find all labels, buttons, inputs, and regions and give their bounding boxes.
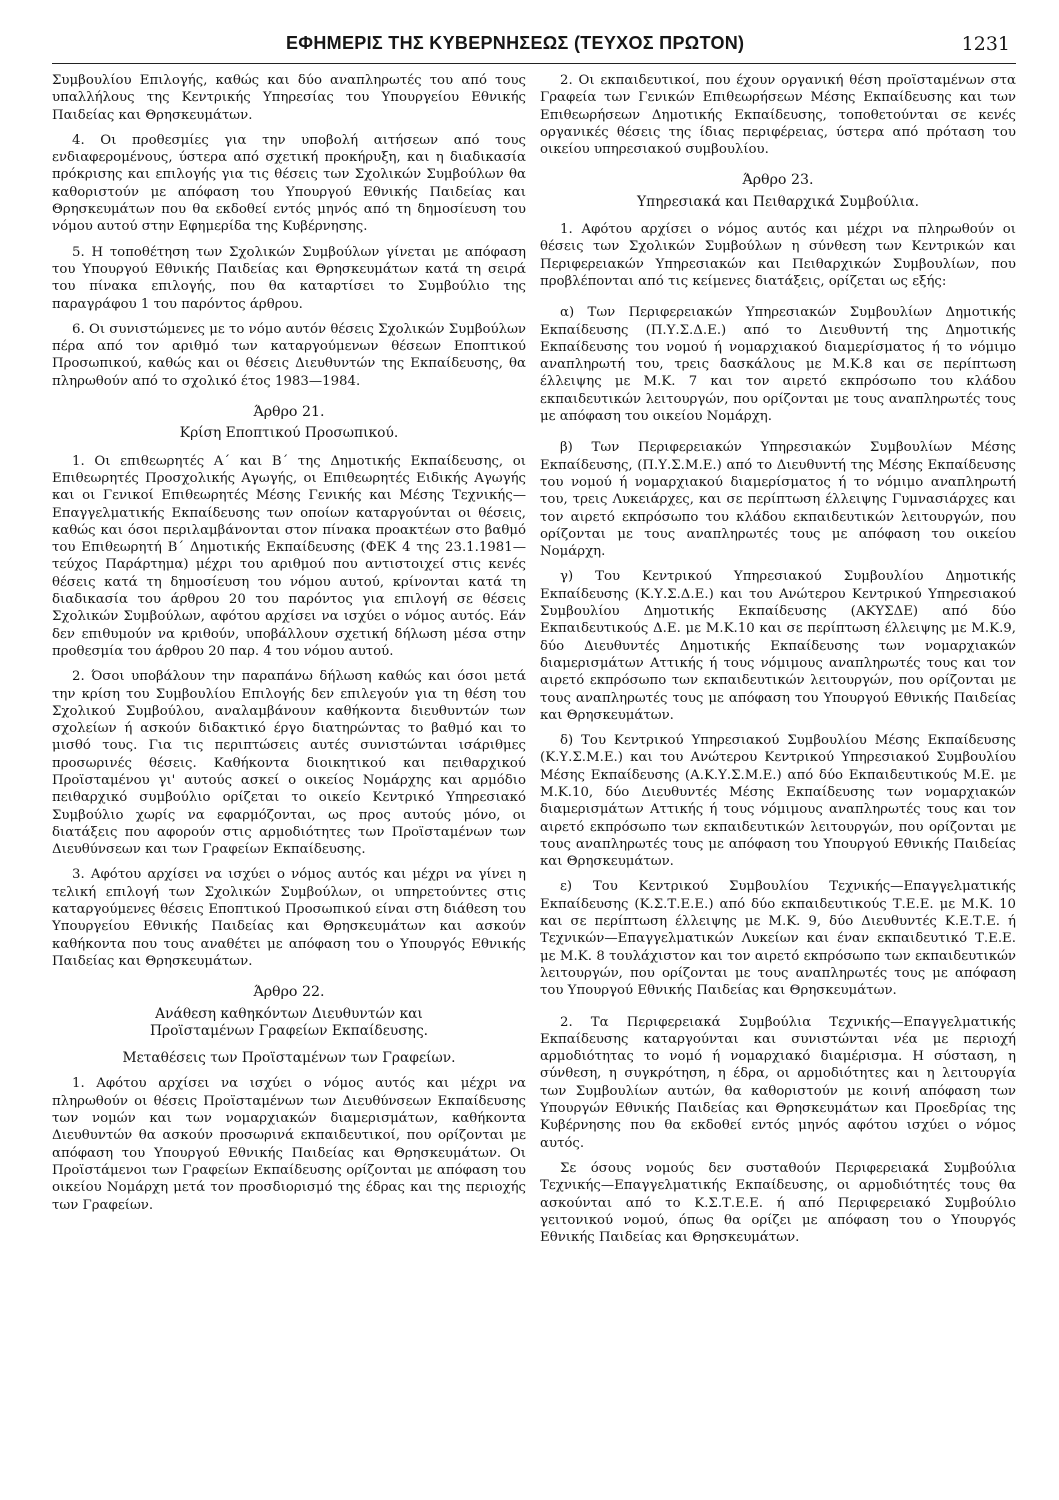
paragraph: 5. Η τοποθέτηση των Σχολικών Συμβούλων γίνεται με απόφαση του Υπουργού Εθνικής Παιδείας και Θρησκευμάτων κατά τη σειρά του πίνακα επιλογής, που θα καταρτίσει το Συμβούλιο της παραγράφου 1 του παρόντος άρθρου. [52,244,526,312]
paragraph: 1. Αφότου αρχίσει ο νόμος αυτός και μέχρι να πληρωθούν οι θέσεις των Σχολικών Συμβούλων η σύνθεση των Κεντρικών και Περιφερειακών Υπηρεσιακών και Πειθαρχικών Συμβουλίων, που προβλέπονται από τις κείμενες διατάξεις, ορίζεται ως εξής: [540,222,1016,289]
paragraph: 3. Αφότου αρχίσει να ισχύει ο νόμος αυτός και μέχρι να γίνει η τελική επιλογή των Σχολικών Συμβούλων, οι υπηρετούντες στις καταργούμενες θέσεις Εποπτικού Προσωπικού είναι στη διάθεση του Υπουργείου Εθνικής Παιδείας και Θρησκευμάτων και ασκούν καθήκοντα που τους αναθέτει με απόφαση του ο Υπουργός Εθνικής Παιδείας και Θρησκευμάτων. [52,867,526,969]
page-header [48,31,1048,61]
list-item: γ) Του Κεντρικού Υπηρεσιακού Συμβουλίου Δημοτικής Εκπαίδευσης (Κ.Υ.Σ.Δ.Ε.) και του Ανώτερου Κεντρικού Υπηρεσιακού Συμβουλίου Δημοτικής Εκπαίδευσης (ΑΚΥΣΔΕ) από δύο Εκπαιδευτικούς Δ.Ε. με Μ.Κ.10 και σε περίπτωση έλλειψης με Μ.Κ.9, δύο Διευθυντές Δημοτικής Εκπαίδευσης των νομαρχιακών διαμερισμάτων Αττικής ή τους νόμιμους αναπληρωτές τους και τον αιρετό εκπρόσωπο των εκπαιδευτικών λειτουργών, που ορίζονται με τους αναπληρωτές τους με απόφαση του Υπουργού Εθνικής Παιδείας και Θρησκευμάτων. [540,569,1016,723]
paragraph: Σε όσους νομούς δεν συσταθούν Περιφερειακά Συμβούλια Τεχνικής—Επαγγελματικής Εκπαίδευσης, οι αρμοδιότητές τους θα ασκούνται από το Κ.Σ.Τ.Ε.Ε. ή από Περιφερειακό Συμβούλιο γειτονικού νομού, όπως θα ορίζει με απόφαση του ο Υπουργός Εθνικής Παιδείας και Θρησκευμάτων. [540,1160,1016,1246]
paragraph: 1. Αφότου αρχίσει να ισχύει ο νόμος αυτός και μέχρι να πληρωθούν οι θέσεις Προϊσταμένων των Διευθύνσεων Εκπαίδευσης των νομών και των νομαρχιακών διαμερισμάτων, καθήκοντα Διευθυντών θα ασκούν προσωρινά εκπαιδευτικοί, που ορίζονται με απόφαση του Υπουργού Εθνικής Παιδείας και Θρησκευμάτων. Οι Προϊστάμενοι των Γραφείων Εκπαίδευσης ορίζονται με απόφαση του οικείου Νομάρχη μετά τον προσδιορισμό της έδρας και της περιοχής των Γραφείων. [52,1076,526,1213]
list-item: α) Των Περιφερειακών Υπηρεσιακών Συμβουλίων Δημοτικής Εκπαίδευσης (Π.Υ.Σ.Δ.Ε.) από το Διευθυντή της Δημοτικής Εκπαίδευσης του νομού ή νομαρχιακού διαμερίσματος ή το νόμιμο αναπληρωτή του, τρεις δασκάλους με Μ.Κ.8 και σε περίπτωση έλλειψης με Μ.Κ. 7 και τον αιρετό εκπρόσωπο του κλάδου εκπαιδευτικών λειτουργών, που ορίζονται με τους αναπληρωτές τους με απόφαση του οικείου Νομάρχη. [540,305,1016,425]
page-number: 1231 [961,33,1010,55]
left-column [52,72,526,1222]
paragraph: 2. Τα Περιφερειακά Συμβούλια Τεχνικής—Επαγγελματικής Εκπαίδευσης καταργούνται και συνιστώνται νέα με περιοχή αρμοδιότητας το νομό ή νομαρχιακό διαμέρισμα. Η σύσταση, η σύνθεση, η συγκρότηση, η έδρα, οι αρμοδιότητες και η λειτουργία των Συμβουλίων αυτών, θα καθοριστούν με κοινή απόφαση των Υπουργών Εθνικής Παιδείας και Θρησκευμάτων και Προεδρίας της Κυβέρνησης που θα εκδοθεί εντός μηνός αφότου ισχύει ο νόμος αυτός. [540,1014,1016,1151]
article-21-subtitle: Κρίση Εποπτικού Προσωπικού. [179,425,399,442]
list-item: δ) Του Κεντρικού Υπηρεσιακού Συμβουλίου Μέσης Εκπαίδευσης (Κ.Υ.Σ.Μ.Ε.) και του Ανώτερου Κεντρικού Υπηρεσιακού Συμβουλίου Μέσης Εκπαίδευσης (Α.Κ.Υ.Σ.Μ.Ε.) από δύο Εκπαιδευτικούς Μ.Ε. με Μ.Κ.10, δύο Διευθυντές Μέσης Εκπαίδευσης των νομαρχιακών διαμερισμάτων Αττικής ή τους νόμιμους αναπληρωτές τους και τον αιρετό εκπρόσωπο των εκπαιδευτικών λειτουργών, που ορίζονται με τους αναπληρωτές τους με απόφαση του Υπουργού Εθνικής Παιδείας και Θρησκευμάτων. [540,733,1016,870]
article-22-subtitle-line2: Προϊσταμένων Γραφείων Εκπαίδευσης. [149,1022,429,1039]
list-item: β) Των Περιφερειακών Υπηρεσιακών Συμβουλίων Μέσης Εκπαίδευσης, (Π.Υ.Σ.Μ.Ε.) από το Διευθυντή της Μέσης Εκπαίδευσης του νομού ή νομαρχιακού διαμερίσματος ή το νόμιμο αναπληρωτή του, τρεις Λυκειάρχες, και σε περίπτωση έλλειψης Γυμνασιάρχες και τον αιρετό εκπρόσωπο του κλάδου εκπαιδευτικών λειτουργών, που ορίζονται με τους αναπληρωτές τους με απόφαση του οικείου Νομάρχη. [540,440,1016,560]
gazette-title: ΕΦΗΜΕΡΙΣ ΤΗΣ ΚΥΒΕΡΝΗΣΕΩΣ (ΤΕΥΧΟΣ ΠΡΩΤΟΝ) [286,33,745,53]
header-rule [52,63,1016,64]
right-column [540,72,1016,1254]
paragraph: Συμβουλίου Επιλογής, καθώς και δύο αναπληρωτές του από τους υπαλλήλους της Κεντρικής Υπηρεσίας του Υπουργείου Εθνικής Παιδείας και Θρησκευμάτων. [52,73,526,123]
paragraph: 4. Οι προθεσμίες για την υποβολή αιτήσεων από τους ενδιαφερομένους, ύστερα από σχετική προκήρυξη, και η διαδικασία πρόκρισης και επιλογής για τις θέσεις των Σχολικών Συμβούλων θα καθοριστούν με απόφαση του Υπουργού Εθνικής Παιδείας και Θρησκευμάτων που θα εκδοθεί εντός μηνός από τη δημοσίευση του νόμου αυτού στην Εφημερίδα της Κυβέρνησης. [52,132,526,235]
article-22-subtitle-line1: Ανάθεση καθηκόντων Διευθυντών και [155,1005,423,1022]
paragraph: 2. Όσοι υποβάλουν την παραπάνω δήλωση καθώς και όσοι μετά την κρίση του Συμβουλίου Επιλογής δεν επιλεγούν για τη θέση του Σχολικού Συμβούλου, αναλαμβάνουν καθήκοντα διευθυντών των σχολείων ή ασκούν διδακτικό έργο διατηρώντας το βαθμό και το μισθό τους. Για τις περιπτώσεις αυτές συνιστώνται ισάριθμες προσωρινές θέσεις. Καθήκοντα διοικητικού και πειθαρχικού Προϊσταμένου γι' αυτούς ασκεί ο οικείος Νομάρχης και αρμόδιο πειθαρχικό συμβούλιο ορίζεται το οικείο Κεντρικό Υπηρεσιακό Συμβούλιο χωρίς να εφαρμόζονται, ως προς αυτούς μόνο, οι διατάξεις που αφορούν στις αρμοδιότητες των Προϊσταμένων των Διευθύνσεων και των Γραφείων Εκπαίδευσης. [52,669,526,858]
article-21-title: Άρθρο 21. [253,404,325,421]
list-item: ε) Του Κεντρικού Συμβουλίου Τεχνικής—Επαγγελματικής Εκπαίδευσης (Κ.Σ.Τ.Ε.Ε.) από δύο εκπαιδευτικούς Τ.Ε.Ε. με Μ.Κ. 10 και σε περίπτωση έλλειψης με Μ.Κ. 9, δύο Διευθυντές Κ.Ε.Τ.Ε. ή Τεχνικών—Επαγγελματικών Λυκείων και έναν εκπαιδευτικό Τ.Ε.Ε. με Μ.Κ. 8 τουλάχιστον και τον αιρετό εκπρόσωπο των εκπαιδευτικών λειτουργών, που ορίζονται με τους αναπληρωτές τους με απόφαση του Υπουργού Εθνικής Παιδείας και Θρησκευμάτων. [540,879,1016,999]
paragraph: 1. Οι επιθεωρητές Α΄ και Β΄ της Δημοτικής Εκπαίδευσης, οι Επιθεωρητές Προσχολικής Αγωγής, οι Επιθεωρητές Ειδικής Αγωγής και οι Γενικοί Επιθεωρητές Μέσης Γενικής και Μέσης Τεχνικής—Επαγγελματικής Εκπαίδευσης των οποίων καταργούνται οι θέσεις, καθώς και όσοι περιλαμβάνονται στον πίνακα προακτέων στο βαθμό του Επιθεωρητή Β΄ Δημοτικής Εκπαίδευσης (ΦΕΚ 4 της 23.1.1981—τεύχος Παράρτημα) μέχρι του αριθμού που αντιστοιχεί στις κενές θέσεις κατά τη δημοσίευση του νόμου αυτού, κρίνονται κατά τη διαδικασία του άρθρου 20 του παρόντος για επιλογή σε θέσεις Σχολικών Συμβούλων, αφότου αρχίσει να ισχύει ο νόμος αυτός. Εάν δεν επιθυμούν να κριθούν, υποβάλλουν σχετική δήλωση μέσα στην προθεσμία του άρθρου 20 παρ. 4 του νόμου αυτού. [52,453,526,659]
paragraph: 6. Οι συνιστώμενες με το νόμο αυτόν θέσεις Σχολικών Συμβούλων πέρα από τον αριθμό των καταργούμενων θέσεων Εποπτικού Προσωπικού, καθώς και οι θέσεις Διευθυντών της Εκπαίδευσης, θα πληρωθούν από το σχολικό έτος 1983—1984. [52,321,526,389]
article-22-subheading: Μεταθέσεις των Προϊσταμένων των Γραφείων. [122,1050,456,1067]
paragraph: 2. Οι εκπαιδευτικοί, που έχουν οργανική θέση προϊσταμένων στα Γραφεία των Γενικών Επιθεωρήσεων Μέσης Εκπαίδευσης και των Επιθεωρήσεων Δημοτικής Εκπαίδευσης, τοποθετούνται σε κενές οργανικές θέσεις της ίδιας περιφέρειας, ύστερα από πρόταση του οικείου υπηρεσιακού συμβουλίου. [540,73,1016,158]
article-22-title: Άρθρο 22. [253,984,325,1001]
article-23-subtitle: Υπηρεσιακά και Πειθαρχικά Συμβούλια. [637,193,919,210]
article-23-title: Άρθρο 23. [742,172,814,189]
